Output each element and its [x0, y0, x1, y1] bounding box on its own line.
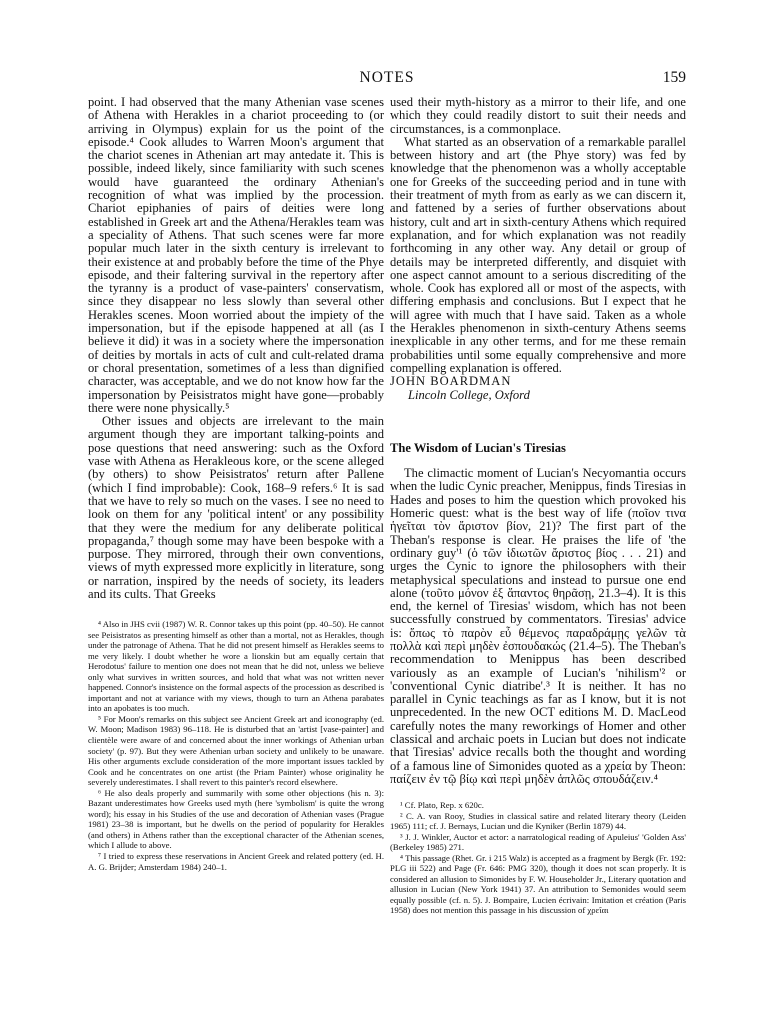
- footnote: ⁴ This passage (Rhet. Gr. i 215 Walz) is accepted as a fragment by Bergk (Fr. 192: PLG iii 522) and Page (Fr. 646: PMG 320), though it does not scan properly. It is considered an allusion to Simonides by F. W. Householder Jr., Literary quotation and allusion in Lucian (New York 1941) 37. An attribution to Semonides would seem equally possible (cf. n. 5). J. Bompaire, Lucien écrivain: Imitation et création (Paris 1958) does not mention this passage in his discussion of χρεῖαι: [390, 852, 686, 916]
- running-title: NOTES: [359, 69, 415, 86]
- author-signature: JOHN BOARDMAN: [390, 374, 512, 389]
- right-column: [390, 96, 686, 786]
- footnote: ⁴ Also in JHS cvii (1987) W. R. Connor takes up this point (pp. 40–50). He cannot see Peisistratos as presenting himself as other than a mortal, not as Herakles, though under the patronage of Athena. That he did not present himself as Herakles seems to me very likely. I doubt whether he wore a lionskin but am equally certain that Herodotus' failure to mention one does not mean that he did not, unless we believe only what survives in written sources, and hold that what was not written never happened. Connor's insistence on the formal aspects of the procession as described is important and not at variance with my views, though to turn an Athena parabates into an apobates is too much.: [88, 619, 384, 714]
- body-paragraph: point. I had observed that the many Athenian vase scenes of Athena with Herakles in a chariot proceeding to (or arriving in Olympus) explain for us the point of the episode.⁴ Cook alludes to Warren Moon's argument that the chariot scenes in Athenian art may antedate it. This is possible, indeed likely, since familiarity with such scenes would have guaranteed the ordinary Athenian's recognition of what was implied by the procession. Chariot epiphanies of pairs of deities were long established in Greek art and the Athena/Herakles team was a speciality of Athens. That such scenes were far more popular much later in the sixth century is irrelevant to their existence at and probably before the time of the Phye episode, and their faltering survival in the repertory after the tyranny is a product of vase-painters' conservatism, since they disappear no less slowly than several other Herakles scenes. Moon worried about the impiety of the impersonation, but if the episode happened at all (as I believe it did) it was in a society where the impersonation of deities by mortals in acts of cult and cult-related drama or choral presentation, sometimes of a less than dignified character, was acceptable, and we do not know how far the impersonation by Peisistratos might have gone—probably there were none physically.⁵: [88, 95, 384, 415]
- section-title: The Wisdom of Lucian's Tiresias: [390, 440, 566, 455]
- page-number: 159: [662, 69, 686, 86]
- body-paragraph: What started as an observation of a remarkable parallel between history and art (the Phye story) was fed by knowledge that the phenomenon was a wholly acceptable one for Greeks of the succeeding period and in tune with their treatment of myth from as early as we can discern it, and fattened by a series of further observations about history, cult and art in sixth-century Athens which required explanation, and for which explanation was not readily forthcoming in any other way. Any detail or group of details may be interpreted differently, and disquiet with one aspect cannot amount to a serious discrediting of the whole. Cook has explored all or most of the aspects, with differing emphasis and conclusions. But I expect that he will agree with much that I have said. Taken as a whole the Herakles phenomenon in sixth-century Athens seems inexplicable in any other terms, and for me these remain probabilities until some equally comprehensive and more compelling explanation is offered.: [390, 134, 686, 375]
- right-footnotes: [390, 800, 686, 916]
- footnote: ⁵ For Moon's remarks on this subject see Ancient Greek art and iconography (ed. W. Moon; Madison 1983) 96–118. He is disturbed that an 'artist [vase-painter] and clientèle were aware of and concerned about the inner workings of Athenian urban society' (p. 97). But they were Athenian urban society and unlikely to be unaware. His other arguments exclude consideration of the more important issues tackled by Cook and he concentrates on one artist (the Priam Painter) whose originality he severely underestimates. I shall revert to this painter's record elsewhere.: [88, 713, 384, 788]
- section-gap: [390, 402, 686, 442]
- footnote: ³ J. J. Winkler, Auctor et actor: a narratological reading of Apuleius' 'Golden Ass' (Berkeley 1985) 271.: [390, 831, 686, 853]
- left-column: [88, 96, 384, 601]
- footnote: ⁶ He also deals properly and summarily with some other objections (his n. 3): Bazant underestimates how Greeks used myth (here 'symbolism' is quite the wrong word); his essay in his Studies of the use and decoration of Athenian vases (Prague 1981) 23–38 is important, but he dwells on the period of popularity for Herakles (and others) in Athens rather than the exceptional character of the Athenian scenes, which I allude to above.: [88, 787, 384, 851]
- body-paragraph: The climactic moment of Lucian's Necyomantia occurs when the ludic Cynic preacher, Menippus, finds Tiresias in Hades and poses to him the question which provoked his Homeric quest: what is the best way of life (ποῖον τινα ἡγεῖται τὸν ἄριστον βίον, 21)? The first part of the Theban's response is clear. He praises the life of 'the ordinary guy'¹ (ὁ τῶν ἰδιωτῶν ἄριστος βίος . . . 21) and urges the Cynic to ignore the philosophers with their metaphysical speculations and instead to pursue one end alone (τοῦτο μόνον ἐξ ἅπαντος θηρᾶσῃ, 21.3–4). It is this end, the kernel of Tiresias' wisdom, which has not been successfully construed by commentators. Tiresias' advice is: ὅπως τὸ παρὸν εὖ θέμενος παραδράμῃς γελῶν τὰ πολλὰ καὶ περὶ μηδὲν ἐσπουδακώς (21.4–5). The Theban's recommendation to Menippus has been described variously as an example of Lucian's 'nihilism'² or 'conventional Cynic diatribe'.³ It is neither. It has no parallel in Cynic teachings as far as I know, but it is not unprecedented. In the new OCT editions M. D. MacLeod carefully notes the many reworkings of Homer and other classical and archaic poets in Lucian but does not indicate that Tiresias' advice recalls both the thought and wording of a famous line of Simonides quoted as a χρεία by Theon: παίζειν ἐν τῷ βίῳ καὶ περὶ μηδὲν ἁπλῶς σπουδάζειν.⁴: [390, 466, 686, 786]
- footnote: ² C. A. van Rooy, Studies in classical satire and related literary theory (Leiden 1965) 111; cf. J. Bernays, Lucian und die Kyniker (Berlin 1879) 44.: [390, 810, 686, 832]
- author-affiliation: Lincoln College, Oxford: [408, 387, 530, 402]
- body-paragraph: used their myth-history as a mirror to their life, and one which they could readily distort to suit their needs and circumstances, is a commonplace.: [390, 95, 686, 136]
- footnote: ¹ Cf. Plato, Rep. x 620c.: [400, 800, 484, 810]
- left-footnotes: [88, 619, 384, 872]
- footnote: ⁷ I tried to express these reservations in Ancient Greek and related pottery (ed. H. A. G. Brijder; Amsterdam 1984) 240–1.: [88, 851, 384, 872]
- body-paragraph: Other issues and objects are irrelevant to the main argument though they are important talking-points and pose questions that need answering: such as the Oxford vase with Athena as Herakleous kore, or the scene alleged (by others) to show Peisistratos' return after Pallene (which I find improbable): Cook, 168–9 refers.⁶ It is sad that we have to rely so much on the vases. I see no need to look on them for any 'political intent' or any possibility that they were the medium for any deliberate political propaganda,⁷ though some may have been bespoke with a purpose. They mirrored, through their own conventions, views of myth expressed more explicitly in literature, song or narration, inspired by the needs of society, its leaders and its cults. That Greeks: [88, 414, 384, 601]
- running-head: [88, 68, 686, 88]
